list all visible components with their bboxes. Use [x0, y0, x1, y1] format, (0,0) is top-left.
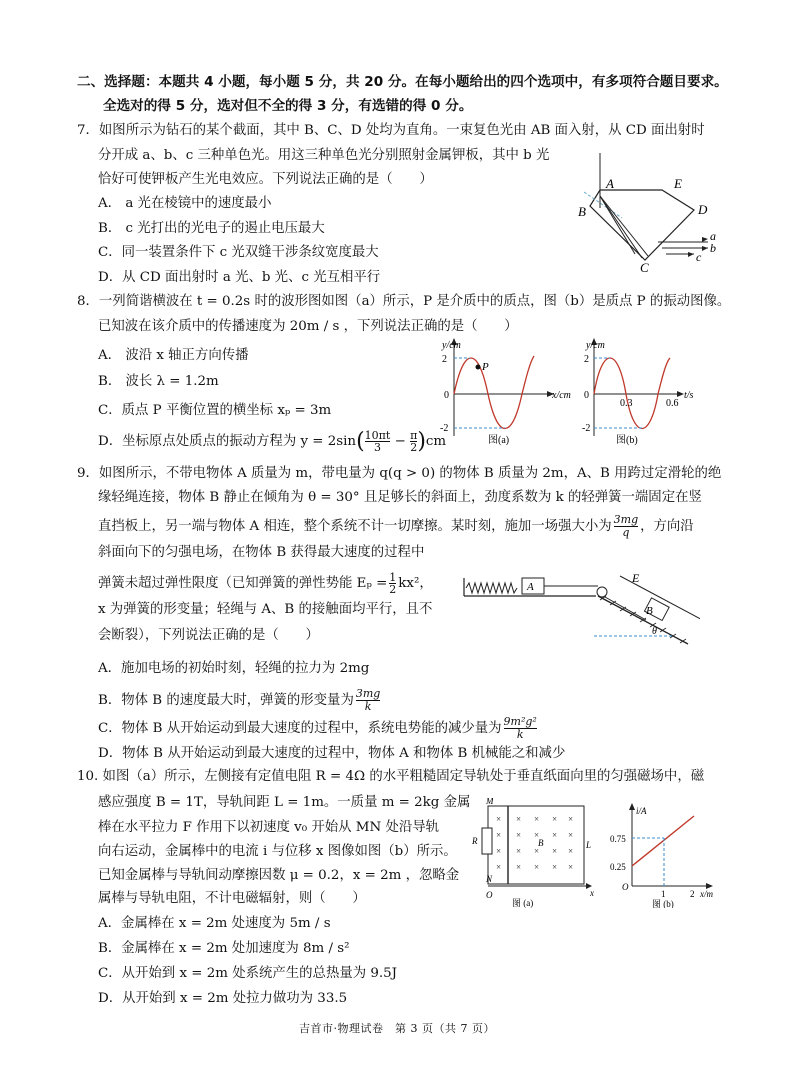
q7-ray-a: a: [710, 229, 716, 243]
q9-b-frac-den: k: [364, 700, 372, 713]
q9-label-field-e: E: [632, 571, 640, 585]
q10a-label-r: R: [472, 836, 478, 846]
svg-text:×: ×: [534, 846, 540, 856]
q8-wave-figure-a: [434, 336, 579, 448]
svg-text:×: ×: [496, 830, 502, 840]
q7-label-b-vertex: B: [578, 204, 586, 219]
svg-text:×: ×: [552, 814, 558, 824]
q8b-xlabel: t/s: [684, 390, 694, 401]
q9-stem-1: 9．如图所示，不带电物体 A 质量为 m，带电量为 q(q > 0) 的物体 B 质量为 2m，A、B 用跨过定滑轮的绝: [77, 466, 722, 481]
q9-c-frac-den: k: [516, 728, 524, 741]
q10b-tick-075: 0.75: [610, 834, 626, 844]
q8a-origin: 0: [444, 390, 449, 401]
q10-stem-5: 已知金属棒与导轨间动摩擦因数 μ = 0.2，x = 2m ，忽略金: [98, 868, 460, 883]
q8b-tick-1: 0.3: [620, 398, 633, 409]
svg-text:×: ×: [552, 830, 558, 840]
q7-option-d: D．从 CD 面出射时 a 光、b 光、c 光互相平行: [98, 270, 381, 285]
q10b-ylabel: i/A: [636, 806, 647, 816]
svg-text:×: ×: [568, 830, 574, 840]
q10a-label-m: M: [486, 798, 494, 806]
q9-incline-figure: [460, 560, 700, 660]
q10a-label-b: B: [538, 838, 544, 848]
q8-stem-2: 已知波在该介质中的传播速度为 20m / s ，下列说法正确的是（ ）: [98, 319, 518, 334]
q8b-y2: 2: [584, 354, 589, 365]
q8a-y2: 2: [442, 354, 447, 365]
svg-text:×: ×: [516, 814, 522, 824]
svg-text:×: ×: [496, 862, 502, 872]
q10-stem-2: 感应强度 B = 1T，导轨间距 L = 1m。一质量 m = 2kg 金属: [98, 795, 471, 810]
q9-stem-5-text: 弹簧未超过弹性限度（已知弹簧的弹性势能 Eₚ =: [98, 576, 388, 591]
q8a-ylabel: y/cm: [442, 340, 461, 351]
svg-text:×: ×: [534, 814, 540, 824]
svg-text:×: ×: [496, 814, 502, 824]
q9-option-a: A．施加电场的初始时刻，轻绳的拉力为 2mg: [98, 661, 370, 676]
q9-stem-5: [98, 572, 433, 595]
q7-label-c-vertex: C: [640, 260, 649, 275]
q8-wave-figure-b: [582, 336, 702, 448]
q8-d-pi-num: π: [410, 429, 418, 442]
q10a-xlabel: x: [590, 888, 594, 898]
q10b-xlabel: x/m: [700, 889, 713, 899]
q8a-point-p: P: [482, 361, 489, 373]
q8-d-pi-den: 2: [410, 441, 418, 454]
q7-stem-2: 分开成 a、b、c 三种单色光。用这三种单色光分别照射金属钾板，其中 b 光: [98, 148, 550, 163]
svg-text:×: ×: [552, 846, 558, 856]
q8b-origin: 0: [584, 390, 589, 401]
q9-stem-2: 缘轻绳连接，物体 B 静止在倾角为 θ = 30° 且足够长的斜面上，劲度系数为 k 的轻弹簧一端固定在竖: [98, 490, 702, 505]
q8-d-frac-num: 10πt: [364, 429, 391, 442]
q9-b-frac-num: 3mg: [355, 687, 381, 700]
q10-rail-figure-a: [458, 798, 598, 908]
q9-field-frac-den: q: [622, 526, 630, 539]
q8b-caption: 图(b): [616, 435, 638, 446]
q9-b-text: B．物体 B 的速度最大时，弹簧的形变量为: [98, 693, 354, 708]
q8b-ym2: -2: [582, 423, 591, 434]
svg-text:×: ×: [534, 862, 540, 872]
svg-text:×: ×: [534, 830, 540, 840]
svg-text:×: ×: [552, 862, 558, 872]
q9-field-frac-num: 3mg: [613, 513, 639, 526]
q9-stem-6: x 为弹簧的形变量；轻绳与 A、B 的接触面均平行，且不: [98, 602, 433, 617]
q7-stem-3: 恰好可使钾板产生光电效应。下列说法正确的是（ ）: [98, 172, 433, 187]
q10a-label-n: N: [486, 874, 493, 884]
q10b-caption: 图 (b): [652, 899, 674, 908]
q10-stem-3: 棒在水平拉力 F 作用下以初速度 v₀ 开始从 MN 处沿导轨: [98, 820, 440, 835]
q10-stem-1: 10. 如图（a）所示，左侧接有定值电阻 R = 4Ω 的水平粗糙固定导轨处于垂直纸面向里的匀强磁场中，磁: [77, 769, 705, 784]
q9-ep-frac-den: 2: [389, 583, 397, 596]
q10-stem-4: 向右运动，金属棒中的电流 i 与位移 x 图像如图（b）所示。: [98, 844, 457, 859]
q10-option-c: C．从开始到 x = 2m 处系统产生的总热量为 9.5J: [98, 966, 398, 981]
q9-stem-4: 斜面向下的匀强电场，在物体 B 获得最大速度的过程中: [98, 545, 425, 560]
q9-c-frac-num: 9m²g²: [503, 715, 537, 728]
q8a-caption: 图(a): [488, 435, 510, 446]
q7-label-d-vertex: D: [698, 202, 708, 217]
q9-stem-3-tail: ，方向沿: [640, 519, 694, 534]
q10b-tick-1: 1: [661, 889, 666, 899]
q8-d-frac-den: 3: [373, 441, 381, 454]
q9-label-block-b: B: [646, 605, 653, 617]
section-rule: 全选对的得 5 分，选对但不全的得 3 分，有选错的得 0 分。: [103, 98, 473, 114]
q9-ep-frac-num: 1: [389, 571, 397, 584]
q8-option-d: D．坐标原点处质点的振动方程为 y = 2sin( $\frac{10\pi t}{3}$ − $\frac{\pi}{2}$ )cm: [98, 429, 447, 454]
q8b-ylabel: y/cm: [586, 340, 605, 351]
svg-text:×: ×: [516, 846, 522, 856]
q10a-origin: O: [486, 890, 493, 900]
q8-option-b: B． 波长 λ = 1.2m: [98, 374, 219, 389]
q8-option-c: C．质点 P 平衡位置的横坐标 xₚ = 3m: [98, 403, 332, 418]
svg-text:×: ×: [568, 814, 574, 824]
q7-label-e-vertex: E: [674, 176, 682, 191]
svg-text:×: ×: [516, 862, 522, 872]
q10-option-d: D．从开始到 x = 2m 处拉力做功为 33.5: [98, 991, 348, 1006]
svg-text:×: ×: [516, 830, 522, 840]
q10-option-b: B．金属棒在 x = 2m 处加速度为 8m / s²: [98, 941, 350, 956]
q9-c-text: C．物体 B 从开始运动到最大速度的过程中，系统电势能的减少量为: [98, 721, 502, 736]
q10b-origin: O: [622, 882, 629, 892]
q7-ray-b: b: [710, 241, 716, 255]
q8-d-text: D．坐标原点处质点的振动方程为 y = 2sin: [98, 434, 357, 449]
q9-stem-5-tail: kx²，: [398, 576, 433, 591]
svg-text:×: ×: [568, 846, 574, 856]
svg-text:×: ×: [496, 846, 502, 856]
q9-label-theta: θ: [652, 626, 657, 637]
q9-stem-3-text: 直挡板上，另一端与物体 A 相连，整个系统不计一切摩擦。某时刻，施加一场强大小为: [98, 519, 612, 534]
q8-stem-1: 8．一列简谐横波在 t = 0.2s 时的波形图如图（a）所示，P 是介质中的质点，图（b）是质点 P 的振动图像。: [77, 294, 731, 309]
q7-stem-1: 7．如图所示为钻石的某个截面，其中 B、C、D 处均为直角。一束复色光由 AB 面入射，从 CD 面出射时: [77, 123, 705, 138]
q7-option-b: B． c 光打出的光电子的遏止电压最大: [98, 221, 325, 236]
q9-option-b: [98, 688, 380, 713]
q9-stem-3: [98, 514, 694, 539]
section-title: 二、选择题：本题共 4 小题，每小题 5 分，共 20 分。在每小题给出的四个选项中，有多项符合题目要求。: [77, 74, 728, 90]
q9-stem-7: 会断裂），下列说法正确的是（ ）: [98, 628, 319, 643]
q10-option-a: A．金属棒在 x = 2m 处速度为 5m / s: [98, 916, 331, 931]
q10-stem-6: 属棒与导轨电阻，不计电磁辐射，则（ ）: [98, 891, 366, 906]
q8a-xlabel: x/cm: [552, 390, 571, 401]
q10a-caption: 图 (a): [512, 898, 534, 908]
q8-d-unit: cm: [425, 434, 447, 449]
q7-option-c: C．同一装置条件下 c 光双缝干涉条纹宽度最大: [98, 245, 379, 260]
q7-diamond-figure: [570, 148, 720, 280]
svg-text:×: ×: [568, 862, 574, 872]
q8-d-minus: −: [394, 434, 406, 449]
q8a-ym2: -2: [440, 423, 449, 434]
q10b-tick-2: 2: [690, 889, 695, 899]
page-footer: 吉首市·物理试卷 第 3 页（共 7 页）: [299, 1022, 495, 1035]
q7-option-a: A． a 光在棱镜中的速度最小: [98, 196, 272, 211]
q9-option-c: [98, 716, 537, 741]
q8-option-a: A． 波沿 x 轴正方向传播: [98, 348, 249, 363]
q9-label-block-a: A: [527, 581, 534, 593]
q9-option-d: D．物体 B 从开始运动到最大速度的过程中，物体 A 和物体 B 机械能之和减少: [98, 746, 566, 761]
q10b-tick-025: 0.25: [610, 862, 626, 872]
q7-label-a-vertex: A: [606, 176, 614, 191]
q8b-tick-2: 0.6: [666, 398, 679, 409]
q7-ray-c: c: [696, 250, 702, 264]
q10-current-graph-b: [610, 800, 724, 908]
q10a-label-l: L: [586, 840, 592, 850]
